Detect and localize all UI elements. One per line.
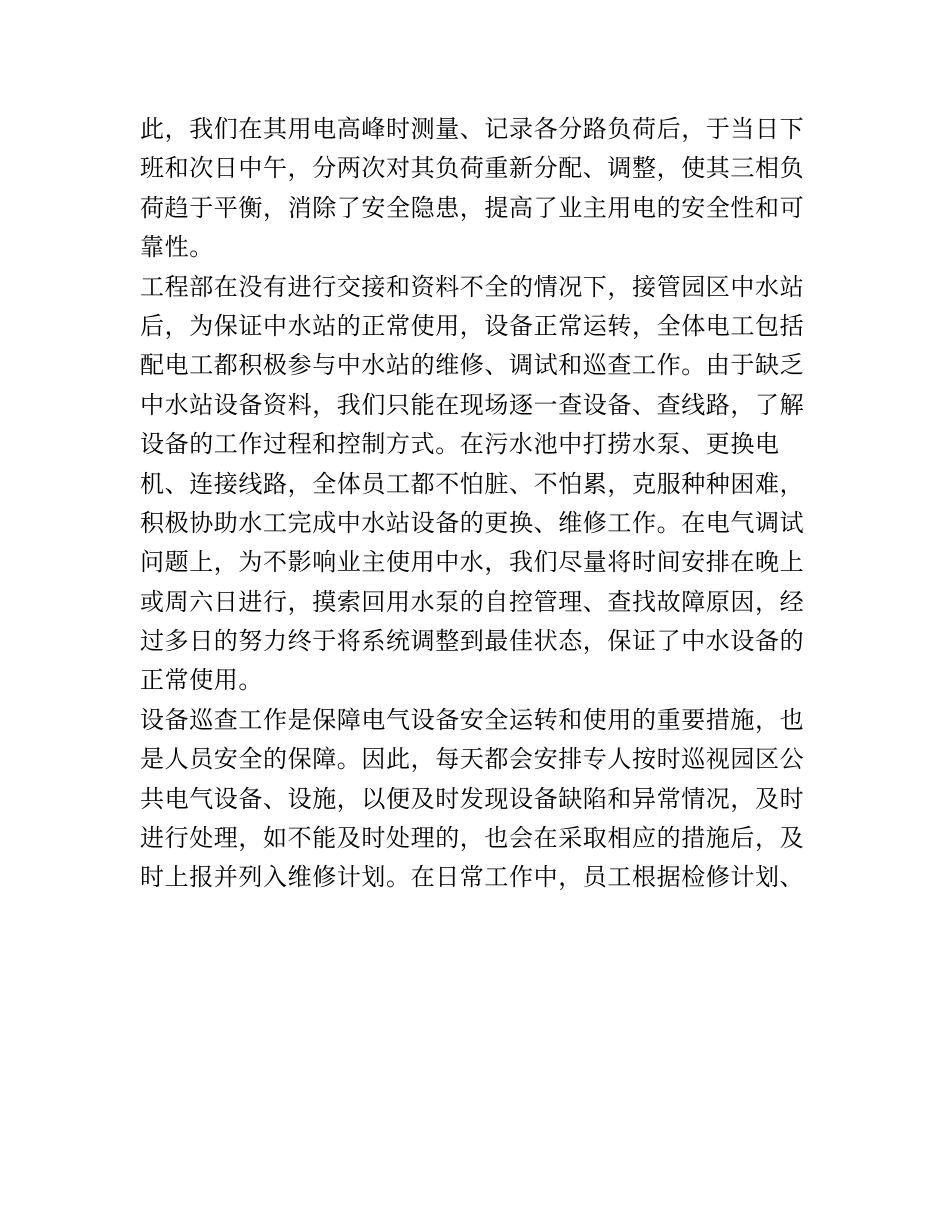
text-line: 此，我们在其用电高峰时测量、记录各分路负荷后，于当日下 <box>140 115 805 143</box>
text-line: 时上报并列入维修计划。在日常工作中，员工根据检修计划、 <box>140 863 805 892</box>
body-text <box>140 110 820 898</box>
text-line: 荷趋于平衡，消除了安全隐患，提高了业主用电的安全性和可 <box>140 193 805 222</box>
text-line: 设备巡查工作是保障电气设备安全运转和使用的重要措施，也 <box>140 705 805 734</box>
text-line: 工程部在没有进行交接和资料不全的情况下，接管园区中水站 <box>140 272 805 301</box>
text-line: 中水站设备资料，我们只能在现场逐一查设备、查线路，了解 <box>140 390 805 419</box>
text-line: 后，为保证中水站的正常使用，设备正常运转，全体电工包括 <box>140 311 805 340</box>
text-line: 配电工都积极参与中水站的维修、调试和巡查工作。由于缺乏 <box>140 351 805 380</box>
text-line: 机、连接线路，全体员工都不怕脏、不怕累，克服种种困难， <box>140 469 805 498</box>
text-line: 问题上，为不影响业主使用中水，我们尽量将时间安排在晚上 <box>140 548 805 577</box>
text-line: 积极协助水工完成中水站设备的更换、维修工作。在电气调试 <box>140 508 805 537</box>
text-line: 正常使用。 <box>140 666 263 695</box>
text-line: 共电气设备、设施，以便及时发现设备缺陷和异常情况，及时 <box>140 784 805 813</box>
text-line: 是人员安全的保障。因此，每天都会安排专人按时巡视园区公 <box>140 745 805 774</box>
text-line: 或周六日进行，摸索回用水泵的自控管理、查找故障原因，经 <box>140 587 805 616</box>
text-line: 班和次日中午，分两次对其负荷重新分配、调整，使其三相负 <box>140 154 805 183</box>
text-line: 过多日的努力终于将系统调整到最佳状态，保证了中水设备的 <box>140 627 805 656</box>
text-line: 靠性。 <box>140 233 214 262</box>
text-line: 设备的工作过程和控制方式。在污水池中打捞水泵、更换电 <box>140 430 780 459</box>
text-line: 进行处理，如不能及时处理的，也会在采取相应的措施后，及 <box>140 824 805 853</box>
